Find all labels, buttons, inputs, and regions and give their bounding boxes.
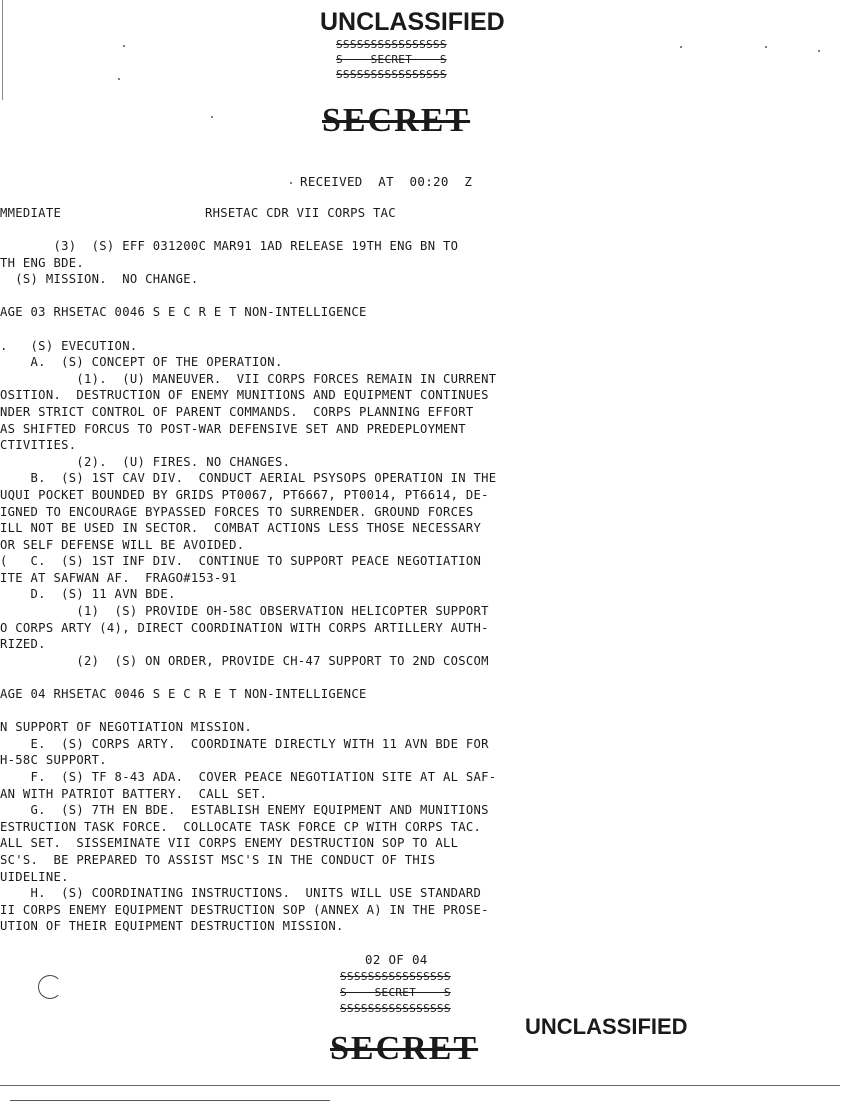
- scan-speck: [118, 78, 120, 80]
- body-line: ( C. (S) 1ST INF DIV. CONTINUE TO SUPPORT PEACE NEGOTIATION: [0, 554, 482, 569]
- body-line: OR SELF DEFENSE WILL BE AVOIDED.: [0, 537, 245, 552]
- body-line: H-58C SUPPORT.: [0, 753, 107, 768]
- header-banner-3: SSSSSSSSSSSSSSSS: [336, 68, 447, 81]
- body-line: H. (S) COORDINATING INSTRUCTIONS. UNITS WILL USE STANDARD: [0, 886, 482, 901]
- scan-speck: [123, 45, 125, 47]
- message-body: [0, 238, 850, 935]
- body-line: IGNED TO ENCOURAGE BYPASSED FORCES TO SURRENDER. GROUND FORCES: [0, 504, 474, 519]
- footer-banner-1: SSSSSSSSSSSSSSSS: [340, 970, 451, 983]
- body-line: [0, 321, 850, 338]
- body-line: B. (S) 1ST CAV DIV. CONDUCT AERIAL PSYSOPS OPERATION IN THE: [0, 471, 497, 486]
- body-line: (S) MISSION. NO CHANGE.: [0, 272, 199, 287]
- body-line: AGE 03 RHSETAC 0046 S E C R E T NON-INTELLIGENCE: [0, 305, 367, 320]
- body-line: G. (S) 7TH EN BDE. ESTABLISH ENEMY EQUIPMENT AND MUNITIONS: [0, 803, 489, 818]
- body-line: . (S) EVECUTION.: [0, 338, 138, 353]
- body-line: N SUPPORT OF NEGOTIATION MISSION.: [0, 720, 253, 735]
- body-line: ALL SET. SISSEMINATE VII CORPS ENEMY DESTRUCTION SOP TO ALL: [0, 836, 459, 851]
- body-line: UTION OF THEIR EQUIPMENT DESTRUCTION MISSION.: [0, 919, 344, 934]
- header-banner-2: S SECRET S: [336, 53, 447, 66]
- body-line: [0, 703, 850, 720]
- body-line: AS SHIFTED FORCUS TO POST-WAR DEFENSIVE SET AND PREDEPLOYMENT: [0, 421, 466, 436]
- body-line: ITE AT SAFWAN AF. FRAGO#153-91: [0, 570, 237, 585]
- scan-speck: [290, 182, 292, 184]
- scan-circle-mark: [38, 975, 62, 999]
- body-line: AGE 04 RHSETAC 0046 S E C R E T NON-INTELLIGENCE: [0, 687, 367, 702]
- body-line: SC'S. BE PREPARED TO ASSIST MSC'S IN THE CONDUCT OF THIS: [0, 852, 436, 867]
- body-line: (3) (S) EFF 031200C MAR91 1AD RELEASE 19TH ENG BN TO: [0, 239, 459, 253]
- scan-speck: [211, 116, 213, 118]
- header-classification: UNCLASSIFIED: [320, 8, 505, 36]
- body-line: CTIVITIES.: [0, 438, 77, 453]
- precedence: MMEDIATE: [0, 206, 62, 220]
- footer-secret-stamp: SECRET: [330, 1030, 479, 1067]
- body-line: (1). (U) MANEUVER. VII CORPS FORCES REMAIN IN CURRENT: [0, 371, 497, 386]
- body-line: UQUI POCKET BOUNDED BY GRIDS PT0067, PT6667, PT0014, PT6614, DE-: [0, 487, 489, 502]
- body-line: (2) (S) ON ORDER, PROVIDE CH-47 SUPPORT TO 2ND COSCOM: [0, 653, 489, 668]
- left-edge-line: [2, 0, 3, 100]
- scan-speck: [680, 46, 682, 48]
- body-line: [0, 288, 850, 305]
- body-line: F. (S) TF 8-43 ADA. COVER PEACE NEGOTIATION SITE AT AL SAF-: [0, 770, 497, 784]
- body-line: OSITION. DESTRUCTION OF ENEMY MUNITIONS AND EQUIPMENT CONTINUES: [0, 388, 489, 403]
- scan-speck: [765, 46, 767, 48]
- footer-banner-2: S SECRET S: [340, 986, 451, 999]
- body-line: (2). (U) FIRES. NO CHANGES.: [0, 454, 291, 469]
- scan-speck: [818, 50, 820, 52]
- body-line: A. (S) CONCEPT OF THE OPERATION.: [0, 355, 283, 370]
- header-banner-1: SSSSSSSSSSSSSSSS: [336, 38, 447, 51]
- footer-rule-short: [10, 1100, 330, 1101]
- footer-banner-3: SSSSSSSSSSSSSSSS: [340, 1002, 451, 1015]
- body-line: TH ENG BDE.: [0, 255, 85, 270]
- page-number: 02 OF 04: [365, 952, 428, 967]
- body-line: UIDELINE.: [0, 869, 69, 884]
- body-line: NDER STRICT CONTROL OF PARENT COMMANDS. CORPS PLANNING EFFORT: [0, 404, 474, 419]
- header-secret-stamp: SECRET: [322, 102, 471, 139]
- footer-rule: [0, 1085, 840, 1086]
- body-line: [0, 669, 850, 686]
- body-line: E. (S) CORPS ARTY. COORDINATE DIRECTLY WITH 11 AVN BDE FOR: [0, 736, 489, 751]
- body-line: D. (S) 11 AVN BDE.: [0, 587, 176, 602]
- body-line: AN WITH PATRIOT BATTERY. CALL SET.: [0, 786, 268, 801]
- received-time: RECEIVED AT 00:20 Z: [300, 174, 473, 189]
- body-line: II CORPS ENEMY EQUIPMENT DESTRUCTION SOP (ANNEX A) IN THE PROSE-: [0, 902, 489, 917]
- body-line: ILL NOT BE USED IN SECTOR. COMBAT ACTIONS LESS THOSE NECESSARY: [0, 521, 482, 536]
- addressee: RHSETAC CDR VII CORPS TAC: [205, 206, 396, 220]
- footer-classification: UNCLASSIFIED: [525, 1014, 688, 1039]
- body-line: RIZED.: [0, 637, 46, 652]
- body-line: O CORPS ARTY (4), DIRECT COORDINATION WITH CORPS ARTILLERY AUTH-: [0, 620, 489, 635]
- body-line: ESTRUCTION TASK FORCE. COLLOCATE TASK FORCE CP WITH CORPS TAC.: [0, 819, 482, 834]
- body-line: (1) (S) PROVIDE OH-58C OBSERVATION HELICOPTER SUPPORT: [0, 604, 489, 619]
